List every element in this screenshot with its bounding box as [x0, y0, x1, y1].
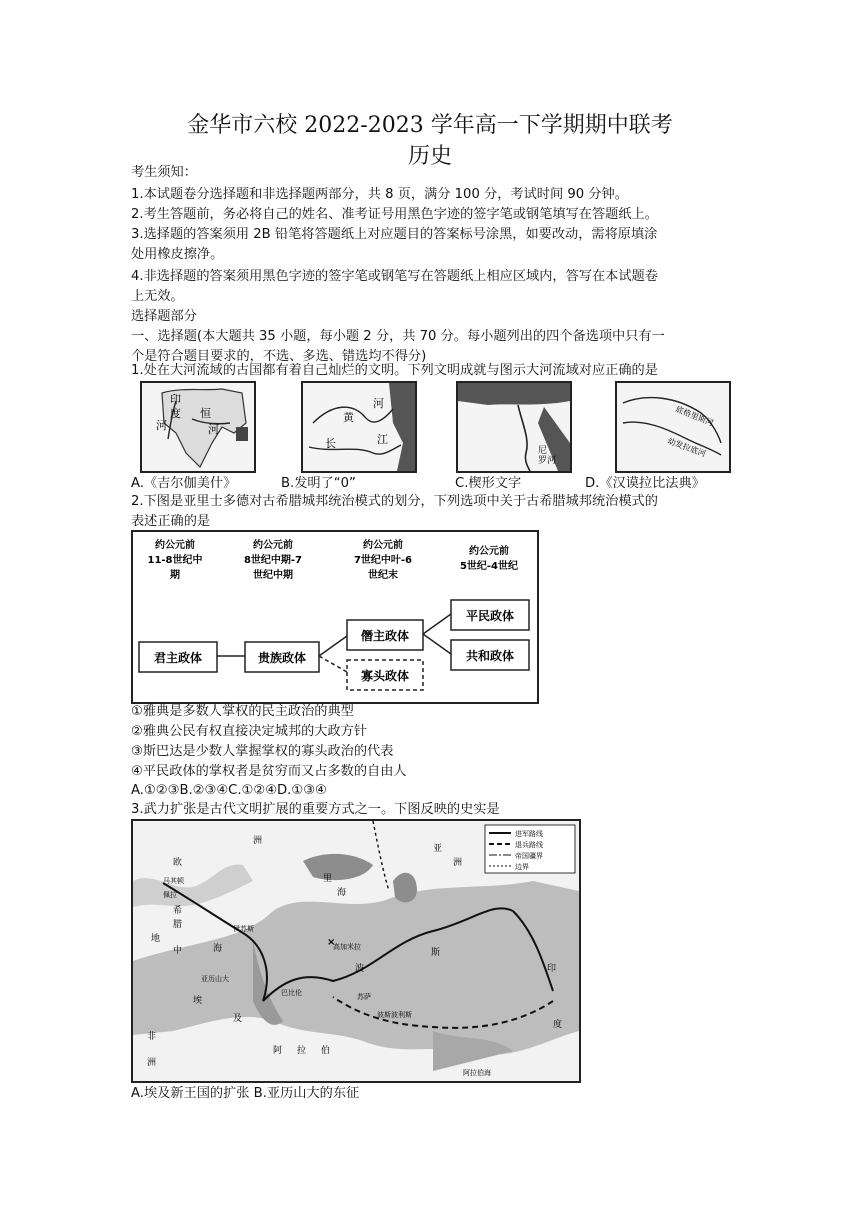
label-di: 地 — [151, 934, 161, 944]
label-fei: 非 — [147, 1032, 157, 1042]
exam-subject: 历史 — [407, 144, 452, 169]
instruction-3: 3.选择题的答案须用 2B 铅笔将答题纸上对应题目的答案标号涂黑，如要改动，需将原填涂 — [131, 227, 658, 242]
box-aristocracy-label: 贵族政体 — [257, 651, 307, 665]
period-1-line-2: 11-8世纪中 — [147, 555, 203, 566]
polity-diagram — [131, 530, 539, 704]
q2-statement-1: ①雅典是多数人掌权的民主政治的典型 — [131, 704, 354, 719]
label-bo: 波 — [355, 964, 365, 974]
q1-option-b[interactable]: B.发明了“0” — [281, 476, 356, 491]
label-bo2: 伯 — [321, 1046, 331, 1056]
period-3-line-1: 约公元前 — [363, 540, 403, 551]
label-hai2: 海 — [337, 888, 347, 898]
box-oligarchy-label: 寡头政体 — [360, 669, 410, 683]
box-republic-label: 共和政体 — [465, 649, 515, 663]
q2-stem-1: 2.下图是亚里士多德对古希腊城邦统治模式的划分，下列选项中关于古希腊城邦统治模式的 — [131, 494, 658, 509]
label-ou: 欧 — [173, 858, 183, 868]
mesopotamia-map — [615, 381, 731, 473]
q2-options[interactable]: A.①②③B.②③④C.①②④D.①③④ — [131, 783, 327, 798]
map2-label-4: 江 — [377, 433, 388, 446]
label-li: 里 — [323, 874, 333, 884]
label-zhong: 中 — [173, 946, 183, 956]
period-3-line-2: 7世纪中叶-6 — [353, 555, 413, 566]
map4-label-2: 幼发拉底河 — [666, 436, 707, 459]
period-4-line-1: 约公元前 — [469, 546, 509, 557]
label-pella: 佩拉 — [163, 891, 177, 899]
label-susa: 苏萨 — [357, 993, 371, 1001]
instruction-4-cont: 上无效。 — [131, 289, 184, 304]
map1-label-4: 恒 — [200, 407, 211, 420]
label-persepolis: 波斯波利斯 — [377, 1011, 412, 1019]
period-2-line-2: 8世纪中期-7 — [243, 555, 303, 566]
q1-option-d[interactable]: D.《汉谟拉比法典》 — [585, 476, 705, 491]
label-la2: 拉 — [297, 1046, 307, 1056]
box-tyranny-label: 僭主政体 — [360, 629, 410, 643]
map3-label-2: 罗 — [538, 456, 548, 466]
q1-option-c[interactable]: C.楔形文字 — [455, 476, 522, 491]
instruction-1: 1.本试题卷分选择题和非选择题两部分，共 8 页，满分 100 分，考试时间 90 分钟。 — [131, 187, 628, 202]
instruction-4: 4.非选择题的答案须用黑色字迹的签字笔或钢笔写在答题纸上相应区域内，答写在本试题卷 — [131, 269, 658, 284]
map4-label-1: 底格里斯河 — [674, 404, 715, 428]
label-si: 斯 — [431, 948, 441, 958]
legend-retreat: 退兵路线 — [515, 841, 543, 849]
label-ji: 及 — [233, 1014, 243, 1024]
map2-label-2: 河 — [373, 397, 384, 410]
q2-statement-2: ②雅典公民有权直接决定城邦的大政方针 — [131, 724, 368, 739]
section-intro-2: 个是符合题目要求的，不选、多选、错选均不得分) — [131, 349, 427, 364]
map1-label-2: 度 — [170, 407, 181, 420]
label-xi: 希 — [173, 906, 183, 916]
label-alexandria: 亚历山大 — [201, 975, 229, 983]
q2-statement-4: ④平民政体的掌权者是贫穷而又占多数的自由人 — [131, 764, 407, 779]
box-democracy-label: 平民政体 — [465, 609, 515, 623]
q1-stem: 1.处在大河流域的古国都有着自己灿烂的文明。下列文明成就与图示大河流域对应正确的是 — [131, 363, 658, 378]
section-label: 选择题部分 — [131, 309, 197, 324]
label-ya: 亚 — [433, 844, 443, 854]
yellow-yangtze-map — [301, 381, 417, 473]
instruction-2: 2.考生答题前，务必将自己的姓名、准考证号用黑色字迹的签字笔或钢笔填写在答题纸上。 — [131, 207, 658, 222]
nile-map — [456, 381, 572, 473]
alexander-campaign-map — [131, 819, 581, 1083]
legend-border: 边界 — [515, 863, 529, 871]
instructions-heading: 考生须知： — [131, 165, 197, 180]
label-arabian-sea: 阿拉伯海 — [463, 1069, 491, 1077]
legend-advance: 进军路线 — [515, 830, 543, 838]
label-ai: 埃 — [193, 996, 203, 1006]
label-yin: 印 — [547, 964, 557, 974]
label-macedonia: 马其顿 — [163, 877, 184, 885]
label-zhou3: 洲 — [453, 858, 463, 868]
period-3-line-3: 世纪末 — [368, 570, 398, 581]
map1-label-3: 河 — [156, 419, 167, 432]
label-babylon: 巴比伦 — [281, 989, 302, 997]
legend-empire-border: 帝国疆界 — [515, 852, 543, 860]
label-zhou2: 洲 — [147, 1058, 157, 1068]
label-a: 阿 — [273, 1046, 283, 1056]
svg-text:×: × — [327, 937, 336, 948]
label-gaugamela: 高加米拉 — [333, 943, 361, 951]
period-1-line-3: 期 — [170, 570, 180, 581]
q3-options[interactable]: A.埃及新王国的扩张 B.亚历山大的东征 — [131, 1086, 360, 1101]
q2-statement-3: ③斯巴达是少数人掌握掌权的寡头政治的代表 — [131, 744, 394, 759]
map2-label-3: 长 — [325, 437, 336, 450]
label-la: 腊 — [173, 920, 183, 930]
map1-label-1: 印 — [170, 393, 181, 406]
map2-label-1: 黄 — [343, 411, 354, 424]
label-du: 度 — [553, 1020, 563, 1030]
period-2-line-3: 世纪中期 — [253, 570, 293, 581]
map3-label-3: 河 — [547, 456, 557, 466]
map3-label-1: 尼 — [538, 446, 548, 456]
period-1-line-1: 约公元前 — [155, 540, 195, 551]
box-monarchy-label: 君主政体 — [153, 651, 203, 665]
label-issus: 伊苏斯 — [233, 925, 254, 933]
period-2-line-1: 约公元前 — [253, 540, 293, 551]
indus-ganges-map — [140, 381, 256, 473]
label-zhou: 洲 — [253, 836, 263, 846]
q3-stem: 3.武力扩张是古代文明扩展的重要方式之一。下图反映的史实是 — [131, 802, 500, 817]
section-intro-1: 一、选择题(本大题共 35 小题，每小题 2 分，共 70 分。每小题列出的四个备选项中只有一 — [131, 329, 665, 344]
exam-title: 金华市六校 2022-2023 学年高一下学期期中联考 — [187, 113, 673, 138]
instruction-3-cont: 处用橡皮擦净。 — [131, 247, 224, 262]
q1-options — [131, 472, 731, 492]
q1-option-a[interactable]: A.《吉尔伽美什》 — [131, 476, 237, 491]
period-4-line-2: 5世纪-4世纪 — [459, 561, 519, 572]
q2-stem-2: 表述正确的是 — [131, 514, 211, 529]
label-hai: 海 — [213, 944, 223, 954]
map1-label-5: 河 — [208, 423, 219, 436]
